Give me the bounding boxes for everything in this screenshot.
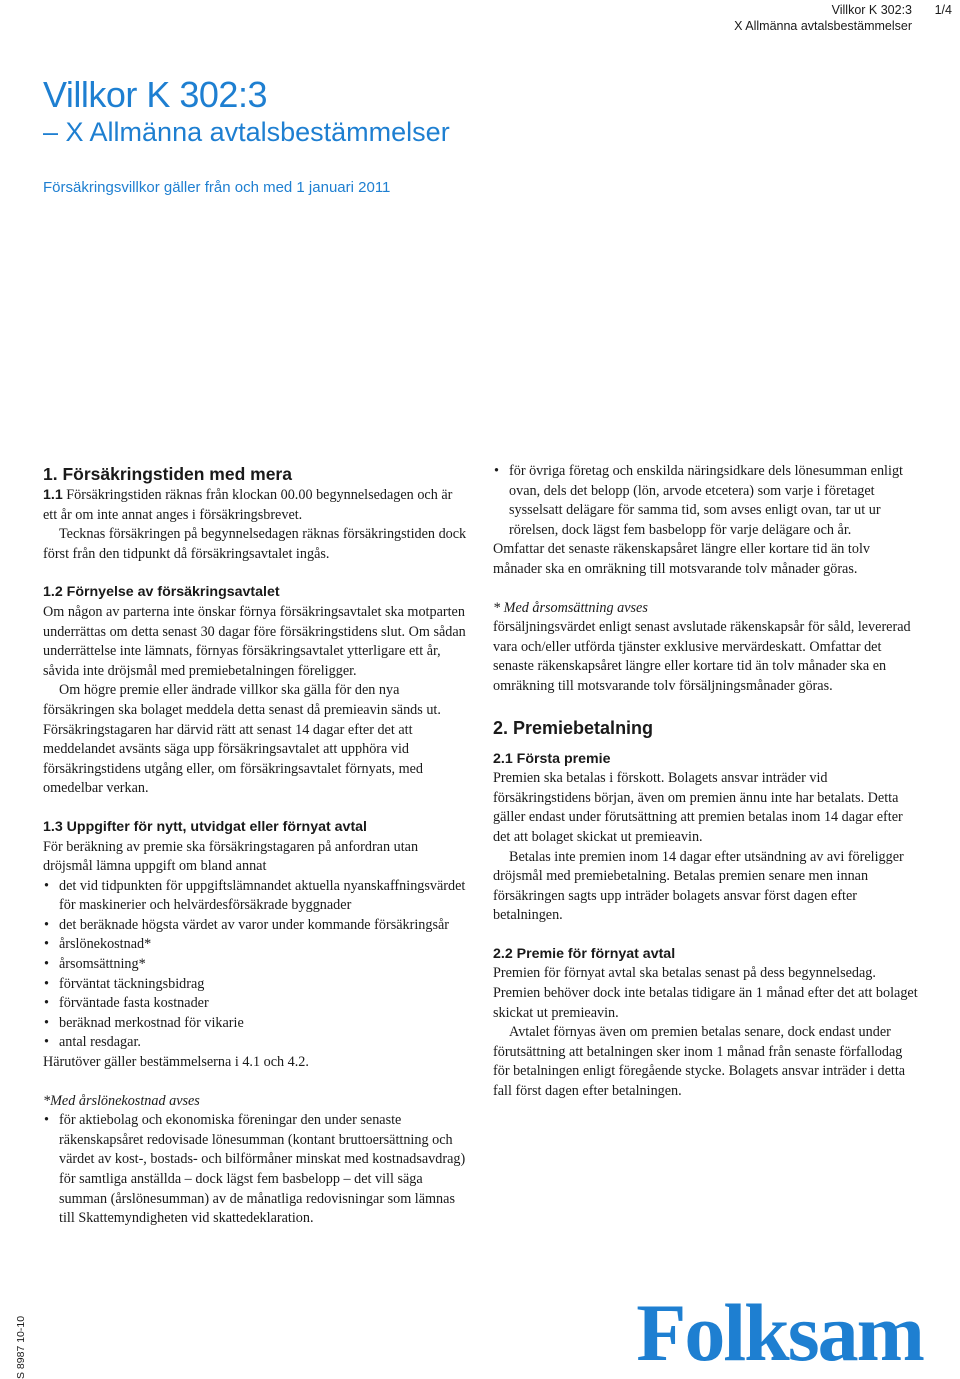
page-number: 1/4: [934, 3, 952, 17]
running-header-title: [734, 2, 912, 34]
section-1-1-text: Försäkringstiden räknas från klockan 00.00 begynnelsedagen och är ett år om inte annat anges i försäkringsbrevet.: [43, 487, 453, 523]
arsomsattning-text: försäljningsvärdet enligt senast avslutade räkenskapsår för såld, levererad vara och/eller utförda tjänster exklusive mervärdeskatt. Omfattar det senaste räkenskapsåret längre eller kortare tid än tolv månader ska en omräkning till motsvarande tolv försäljningsmånader göras.: [493, 619, 911, 694]
section-2-heading: 2. Premiebetalning: [493, 717, 654, 738]
arslonekostnad-list-continued: [493, 462, 918, 540]
section-2-2-heading: 2.2 Premie för förnyat avtal: [493, 945, 676, 962]
section-1-2-heading: 1.2 Förnyelse av försäkringsavtalet: [43, 584, 280, 601]
document-subtitle: – X Allmänna avtalsbestämmelser: [43, 117, 450, 147]
section-1-3-heading: 1.3 Uppgifter för nytt, utvidgat eller förnyat avtal: [43, 818, 367, 835]
list-item: • för övriga företag och enskilda näringsidkare dels lönesumman enligt ovan, dels det belopp (lön, arvode etcetera) som varje i företaget sysselsatt delägare för samma tid, som avses enligt ovan, tar ut ur rörelsen, dock lägst fem basbelopp för varje delägare och år.: [493, 462, 918, 540]
spacer: [493, 926, 918, 945]
list-item: • antal resdagar.: [43, 1033, 468, 1053]
section-1-1-paragraph-2: Tecknas försäkringen på begynnelsedagen räknas försäkringstiden dock först från den tidpunkt då försäkringsavtalet ingås.: [43, 526, 467, 562]
section-2-1-heading: 2.1 Första premie: [493, 750, 611, 767]
list-item: • det vid tidpunkten för uppgiftslämnandet aktuella nyanskaffningsvärdet för maskinerier och helvärdesförsäkrade byggnader: [43, 877, 468, 916]
section-1-1-number: 1.1: [43, 487, 63, 503]
spacer: [493, 697, 918, 716]
validity-statement: Försäkringsvillkor gäller från och med 1 januari 2011: [43, 179, 391, 196]
spacer: [43, 564, 468, 583]
right-column: [493, 462, 918, 1102]
list-item: • förväntade fasta kostnader: [43, 994, 468, 1014]
spacer: [43, 799, 468, 818]
arslonekostnad-list: [43, 1111, 468, 1229]
arslonekostnad-outro: Omfattar det senaste räkenskapsåret längre eller kortare tid än tolv månader ska en omräkning till motsvarande tolv månader göras.: [493, 541, 870, 577]
section-1-2-paragraph-2: Om högre premie eller ändrade villkor ska gälla för den nya försäkringen ska bolaget meddela detta senast då premieavin sänds ut. Försäkringstagaren har därvid rätt att senast 14 dagar efter det att meddelandet avsänts säga upp försäkringsavtalet att upphöra vid försäkringstidens utgång eller, om försäkringsavtalet förnyats, med omedelbar verkan.: [43, 682, 441, 797]
spacer: [43, 1073, 468, 1092]
arsomsattning-heading: * Med årsomsättning avses: [493, 599, 648, 616]
document-title: Villkor K 302:3: [43, 74, 267, 115]
list-item: • förväntat täckningsbidrag: [43, 975, 468, 995]
document-code: S 8987 10-10: [15, 1315, 27, 1379]
spacer: [493, 580, 918, 599]
running-header-line-2: X Allmänna avtalsbestämmelser: [734, 19, 912, 33]
list-item: • beräknad merkostnad för vikarie: [43, 1014, 468, 1034]
list-item: • årslönekostnad*: [43, 935, 468, 955]
section-1-3-list: [43, 877, 468, 1053]
folksam-logo: Folksam: [636, 1287, 923, 1378]
section-2-1-paragraph-2: Betalas inte premien inom 14 dagar efter utsändning av avi föreligger dröjsmål med premiebetalning. Betalas premien senare men innan försäkringen sagts upp inträder bolagets ansvar först dagen efter betalningen.: [493, 848, 904, 924]
left-column: [43, 462, 468, 1229]
section-1-3-outro: Härutöver gäller bestämmelserna i 4.1 och 4.2.: [43, 1054, 309, 1071]
section-2-2-paragraph-2: Avtalet förnyas även om premien betalas senare, dock endast under förutsättning att betalningen sker inom 1 månad från senaste förfallodag för betalningen enligt föregående stycke. Bolagets ansvar inträder i detta fall först dagen efter betalningen.: [493, 1024, 906, 1100]
running-header-line-1: Villkor K 302:3: [831, 3, 912, 17]
list-item: • för aktiebolag och ekonomiska föreningar den under senaste räkenskapsåret redovisade lönesumman (kontant bruttoersättning och värdet av kost-, bostads- och bilförmåner minskat med kostnadsavdrag) för samtliga anställda – dock lägst fem basbelopp – det vill säga summan (årslönesumman) av de månatliga redovisningar som lämnas till Skattemyndigheten vid skattedeklaration.: [43, 1111, 468, 1229]
section-1-2-paragraph-1: Om någon av parterna inte önskar förnya försäkringsavtalet ska motparten underrättas om detta senast 30 dagar före försäkringstidens slut. Om sådan underrättelse inte lämnats, förnyas försäkringsavtalet ytterligare ett år, såvida inte dröjsmål med premiebetalningen föreligger.: [43, 603, 466, 679]
list-item: • årsomsättning*: [43, 955, 468, 975]
section-1-3-intro: För beräkning av premie ska försäkringstagaren på anfordran utan dröjsmål lämna uppgift om bland annat: [43, 838, 419, 875]
section-2-2-paragraph-1: Premien för förnyat avtal ska betalas senast på dess begynnelsedag. Premien behöver dock inte betalas tidigare än 1 månad efter det att bolaget skickat ut premieavin.: [493, 965, 918, 1021]
arslonekostnad-heading: *Med årslönekostnad avses: [43, 1092, 200, 1109]
section-2-1-paragraph-1: Premien ska betalas i förskott. Bolagets ansvar inträder vid försäkringstidens början, även om premien ännu inte har betalats. Detta gäller endast under förutsättning att premien betalas inom 14 dagar efter det att bolaget skickat ut premieavin.: [493, 770, 903, 845]
section-1-1-paragraph: [43, 486, 468, 525]
list-item: • det beräknade högsta värdet av varor under kommande försäkringsår: [43, 916, 468, 936]
section-1-heading: 1. Försäkringstiden med mera: [43, 464, 292, 484]
spacer: [493, 740, 918, 750]
